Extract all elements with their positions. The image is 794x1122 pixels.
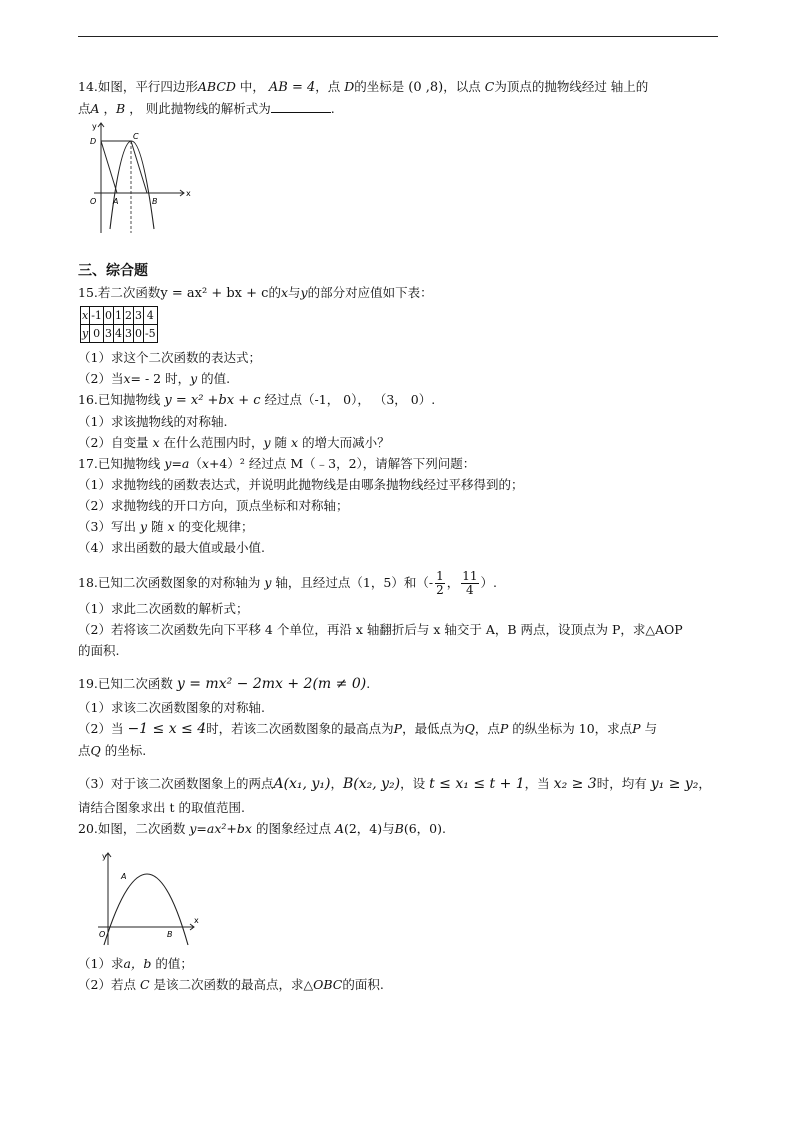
table-row: x -1 0 1 2 3 4 [81, 307, 158, 325]
fig-x-label: x [186, 189, 191, 198]
fig20-point-a: A [121, 872, 127, 881]
fig-origin-label: O [90, 197, 97, 206]
fig-y-label: y [92, 122, 97, 131]
question-20: 20.如图，二次函数 y=ax²+bx 的图象经过点 A(2，4)与B(6，0). y x O A B （1）求a，b 的值； （2）若点 C 是该二次函数的最高点，求△OBC的面积. [78, 821, 446, 992]
question-19: 19.已知二次函数 y = mx² − 2mx + 2(m ≠ 0). （1）求该二次函数图象的对称轴. （2）当 −1 ≤ x ≤ 4时，若该二次函数图象的最高点为P，最低点为Q，点P 的纵坐标为 10，求点P 与 点Q 的坐标. （3）对于该二次函数图象上的两点A(x₁, y₁)，B(x₂, y₂)，设 t ≤ x₁ ≤ t + 1，当 x₂ ≥ 3时，均有 y₁ ≥ y₂， 请结合图象求出 t 的取值范围. [78, 676, 711, 815]
fig-point-a: A [113, 197, 119, 206]
section-heading: 三、综合题 [78, 263, 148, 279]
question-16: 16.已知抛物线 y = x² +bx + c 经过点（-1， 0）， （3， 0）. （1）求该抛物线的对称轴. （2）自变量 x 在什么范围内时，y 随 x 的增大而减小？ [78, 392, 436, 450]
q20-figure [90, 849, 200, 949]
question-15: 15.若二次函数y = ax² + bx + c的x与y的部分对应值如下表： x -1 0 1 2 3 4 y 0 3 4 3 0 -5 （1）求这个二次函数的表达式； （2）当x= - 2 时，y 的值. [78, 285, 433, 386]
header-rule [78, 36, 718, 37]
fig20-y-label: y [102, 852, 107, 861]
fig20-origin-label: O [99, 930, 106, 939]
question-17: 17.已知抛物线 y=a（x+4）² 经过点 M（﹣3，2），请解答下列问题： （1）求抛物线的函数表达式，并说明此抛物线是由哪条抛物线经过平移得到的； （2）求抛物线的开口方向，顶点坐标和对称轴； （3）写出 y 随 x 的变化规律； （4）求出函数的最大值或最小值. [78, 456, 524, 555]
document-body [78, 76, 720, 995]
value-table [80, 306, 158, 343]
fig-point-b: B [152, 197, 158, 206]
fig-point-d: D [90, 137, 97, 146]
answer-blank[interactable] [271, 100, 331, 113]
q14-figure [74, 121, 194, 241]
question-18: 18.已知二次函数图象的对称轴为 y 轴，且经过点（1，5）和（- $\frac{1}{2}$ ， $\frac{11}{4}$ ）. （1）求此二次函数的解析式； （2）若将该二次函数先向下平移 4 个单位，再沿 x 轴翻折后与 x 轴交于 A，B 两点，设顶点为 P，求△AOP 的面积. [78, 569, 683, 658]
fig-point-c: C [133, 132, 139, 141]
fig20-x-label: x [194, 916, 199, 925]
fraction-half: $\frac{1}{2}$ [436, 569, 444, 597]
fraction-eleven-quarters: $\frac{11}{4}$ [462, 569, 478, 597]
table-row: y 0 3 4 3 0 -5 [81, 325, 158, 343]
question-14: 14.如图，平行四边形ABCD 中， AB = 4，点 D的坐标是 (0 ,8)，以点 C为顶点的抛物线经过 轴上的 点A ，B ， 则此抛物线的解析式为 . y x O A B C D [78, 76, 720, 241]
fig20-point-b: B [167, 930, 173, 939]
